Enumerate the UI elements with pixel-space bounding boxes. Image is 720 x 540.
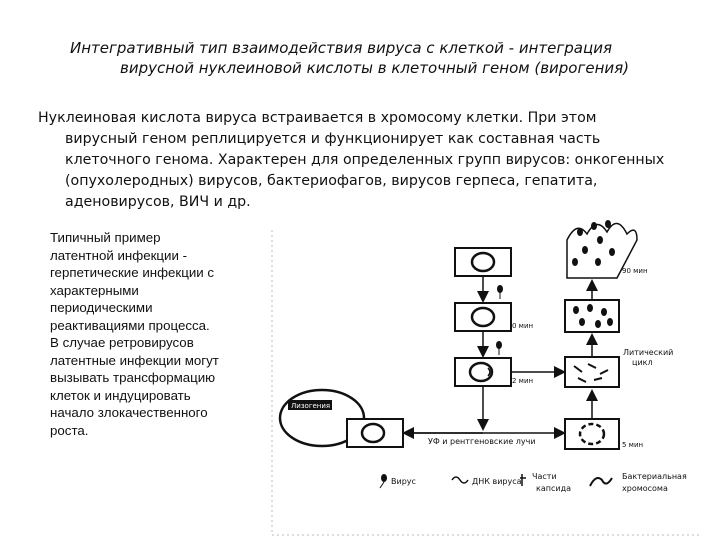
virus-attach-1 [497, 285, 503, 299]
legend-dna-icon [452, 477, 468, 483]
legend-virus-icon [380, 474, 387, 488]
virus-attach-2 [496, 341, 502, 355]
side-text-line: характерными [50, 282, 139, 298]
time-90-label: 90 мин [622, 267, 648, 275]
legend-capsid-label-2: капсида [536, 484, 571, 493]
side-text-line: роста. [50, 422, 89, 438]
uv-label: УФ и рентгеновские лучи [428, 437, 536, 446]
lysogeny-cell [280, 390, 403, 447]
legend-chromosome-label-1: Бактериальная [622, 472, 687, 481]
lysogeny-label: Лизогения [291, 402, 331, 410]
side-text-line: латентные инфекции могут [50, 352, 219, 368]
legend-capsid-label-1: Части [532, 472, 557, 481]
cell-2 [455, 303, 511, 331]
paragraph-line: (опухолеродных) вирусов, бактериофагов, вирусов герпеса, гепатита, [65, 173, 598, 189]
lytic-label-1: Литический [623, 348, 674, 357]
replication-cell [565, 357, 619, 387]
time-0-label: 0 мин [512, 322, 534, 330]
legend-dna-label: ДНК вируса [472, 477, 522, 486]
paragraph-line: Нуклеиновая кислота вируса встраивается в хромосому клетки. При этом [38, 110, 597, 126]
side-text-line: герпетические инфекции с [50, 265, 215, 280]
side-text-line: клеток и индуцировать [50, 387, 191, 403]
title-line-2: вирусной нуклеиновой кислоты в клеточный геном (вирогения) [120, 59, 630, 77]
assembly-cell [565, 300, 619, 332]
paragraph-line: вирусный геном реплицируется и функционирует как составная часть [65, 131, 601, 147]
side-text-line: латентной инфекции - [50, 247, 188, 263]
lytic-label-2: цикл [632, 358, 653, 367]
side-text-line: периодическими [50, 300, 153, 315]
side-text-line: Типичный пример [50, 230, 161, 245]
legend-virus-label: Вирус [391, 477, 416, 486]
side-text-line: В случае ретровирусов [50, 335, 194, 350]
side-text-line: вызывать трансформацию [50, 370, 216, 385]
side-text-line: реактивациями процесса. [50, 317, 210, 333]
title-line-1: Интегративный тип взаимодействия вируса с клеткой - интеграция [70, 39, 612, 57]
cell-3 [455, 358, 511, 386]
time-5-label: 5 мин [622, 441, 644, 449]
side-text-line: начало злокачественного [50, 405, 208, 420]
cell-1 [455, 248, 511, 276]
paragraph-line: клеточного генома. Характерен для определенных групп вирусов: онкогенных [65, 152, 665, 168]
time-2-label: 2 мин [512, 377, 534, 385]
paragraph-line: аденовирусов, ВИЧ и др. [65, 194, 251, 210]
legend-chromosome-label-2: хромосома [622, 484, 668, 493]
induced-cell [565, 419, 619, 449]
legend-chromosome-icon [590, 478, 612, 486]
